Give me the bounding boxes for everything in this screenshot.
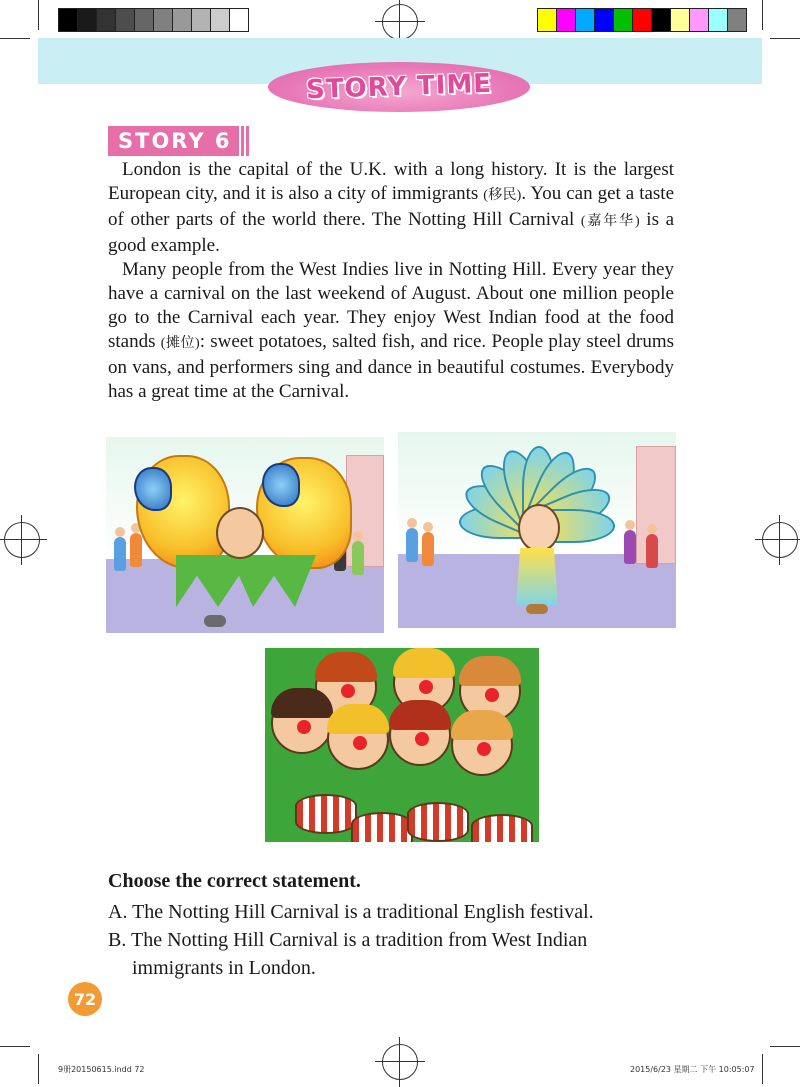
color-swatch (690, 9, 709, 31)
question-heading: Choose the correct statement. (108, 870, 361, 892)
chinese-gloss: (嘉年华) (580, 214, 640, 229)
crop-mark (762, 1054, 763, 1084)
option-b-line-1: B. The Notting Hill Carnival is a tradition from West Indian (108, 929, 588, 951)
butterfly-costume-illustration (106, 437, 384, 633)
crop-mark (38, 1054, 39, 1084)
crop-mark (770, 1046, 800, 1047)
text-run: London is the capital of the U.K. with a long history. It is the largest European city, and it is also a city of immigrants (108, 159, 674, 204)
registration-target-right (762, 522, 798, 558)
gray-registration-bar (58, 8, 249, 32)
crop-mark (38, 0, 39, 30)
color-swatch (78, 9, 97, 31)
color-swatch (614, 9, 633, 31)
color-swatch (154, 9, 173, 31)
page-number-badge (68, 982, 102, 1016)
color-swatch (576, 9, 595, 31)
story-number-text: STORY 6 (118, 129, 232, 153)
crop-mark (0, 1046, 30, 1047)
color-swatch (538, 9, 557, 31)
print-slug-left: 9册20150615.indd 72 (58, 1065, 145, 1074)
crop-mark (762, 0, 763, 30)
color-swatch (192, 9, 211, 31)
color-swatch (173, 9, 192, 31)
story-time-title: STORY TIME (305, 68, 493, 106)
text-run: : sweet potatoes, salted fish, and rice. People play steel drums on vans, and performers sing and dance in beautiful costumes. Everybody has a great time at the Carnival. (108, 331, 675, 402)
text-run: is a good example. (108, 209, 675, 256)
color-swatch (595, 9, 614, 31)
color-swatch (116, 9, 135, 31)
registration-target-bottom (382, 1044, 418, 1080)
registration-target-top (382, 4, 418, 40)
color-swatch (671, 9, 690, 31)
drummers-illustration (265, 648, 539, 842)
color-swatch (59, 9, 78, 31)
feather-costume-illustration (398, 432, 676, 628)
color-swatch (557, 9, 576, 31)
color-swatch (211, 9, 230, 31)
registration-target-left (4, 522, 40, 558)
text-run: Many people from the West Indies live in Notting Hill. Every year they have a carnival on the last weekend of August. About one million people go to the Carnival each year. They enjoy West Indian food at the food stands (108, 259, 674, 352)
story-text (108, 158, 674, 404)
story-time-banner (268, 62, 530, 112)
option-b-line-2: immigrants in London. (132, 957, 316, 979)
chinese-gloss: (摊位) (160, 336, 200, 351)
story-paragraph-1 (108, 158, 674, 258)
color-swatch (652, 9, 671, 31)
page-number: 72 (73, 989, 97, 1009)
print-slug-right: 2015/6/23 星期二 下午 10:05:07 (630, 1065, 755, 1074)
story-paragraph-2 (108, 258, 674, 404)
text-run: . You can get a taste of other parts of the world there. The Notting Hill Carnival (108, 183, 675, 230)
story-label-tail (236, 126, 250, 156)
color-swatch (633, 9, 652, 31)
crop-mark (770, 38, 800, 39)
color-swatch (97, 9, 116, 31)
option-b[interactable] (108, 926, 668, 982)
color-swatch (230, 9, 248, 31)
chinese-gloss: (移民) (483, 188, 522, 203)
color-swatch (728, 9, 746, 31)
story-number-label (108, 126, 236, 156)
crop-mark (0, 38, 30, 39)
option-a[interactable]: A. The Notting Hill Carnival is a traditional English festival. (108, 901, 594, 923)
color-swatch (709, 9, 728, 31)
color-swatch (135, 9, 154, 31)
color-registration-bar (537, 8, 747, 32)
